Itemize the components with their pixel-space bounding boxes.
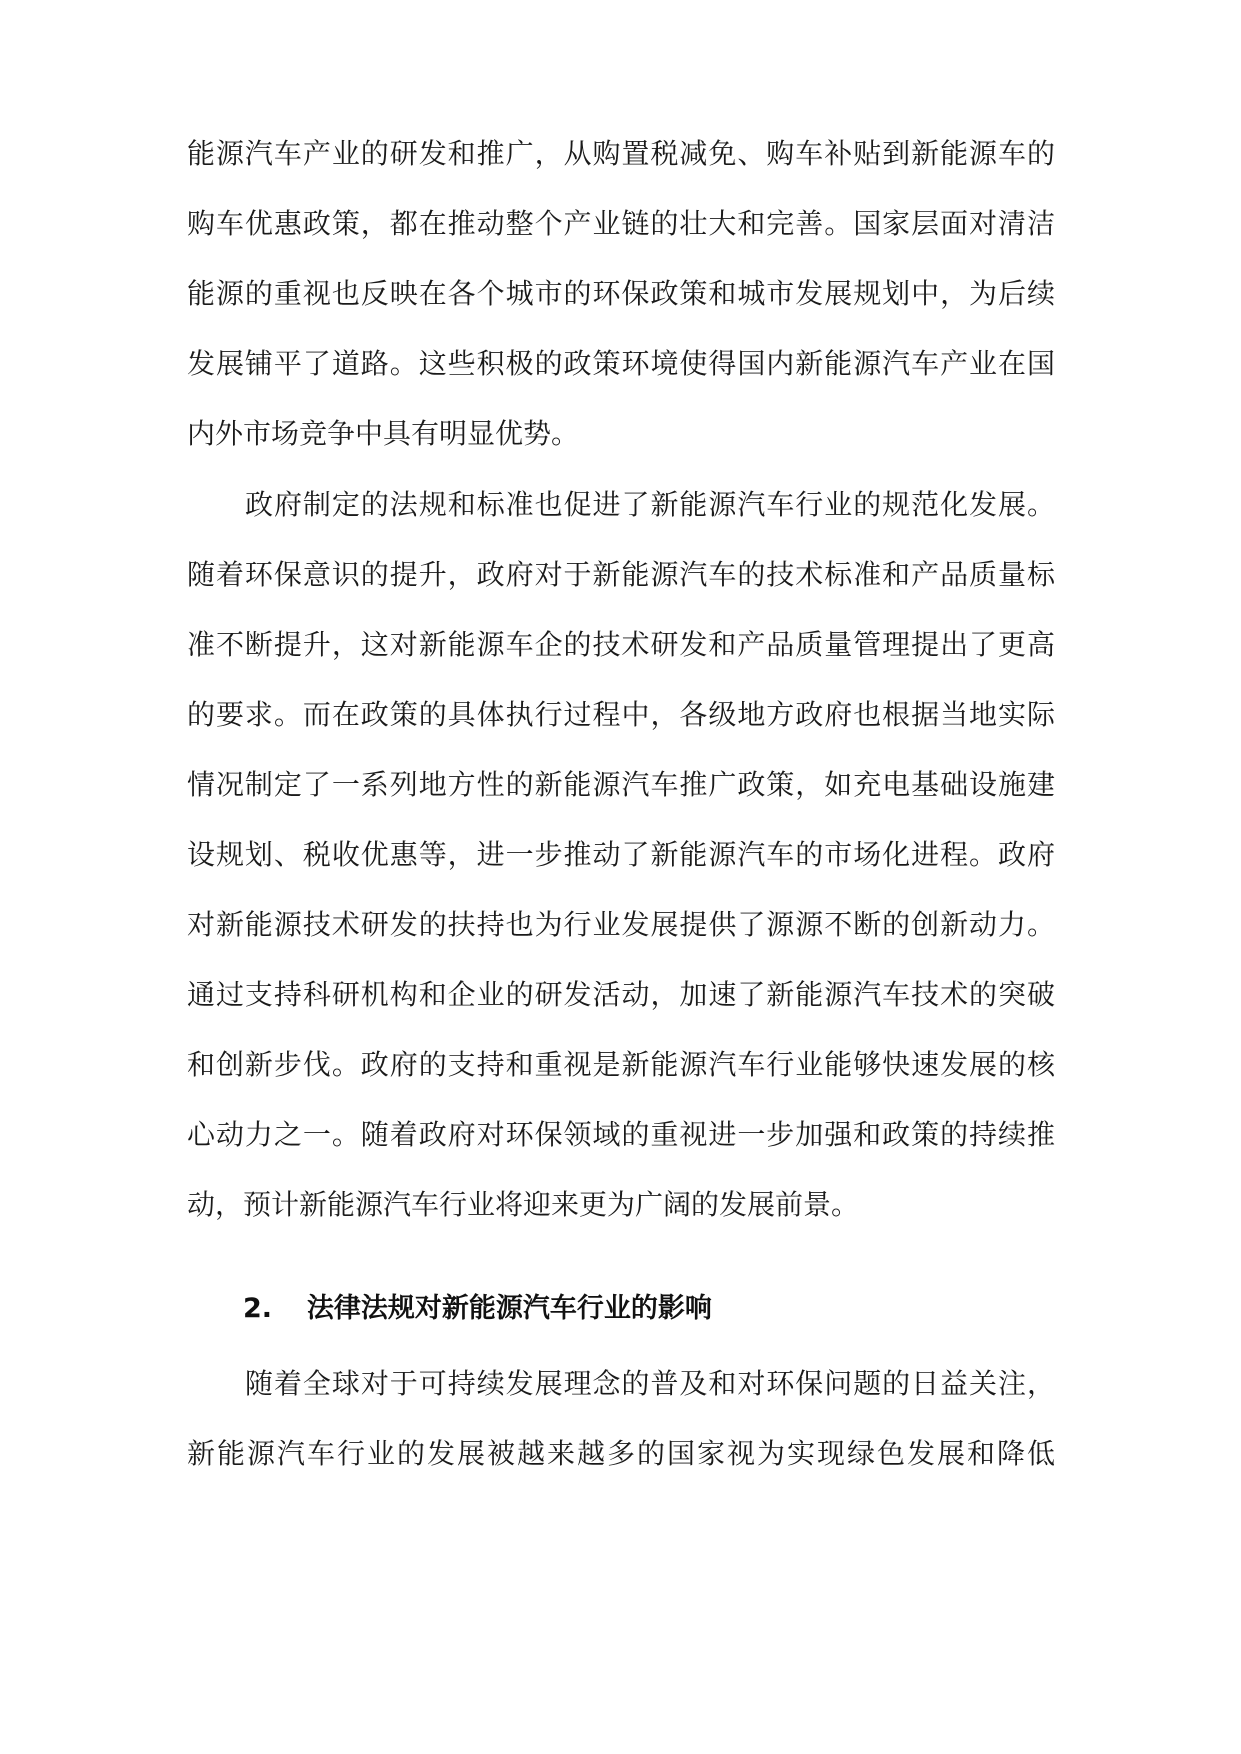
paragraph-line: 随着环保意识的提升，政府对于新能源汽车的技术标准和产品质量标	[187, 558, 1055, 591]
paragraph-line: 能源的重视也反映在各个城市的环保政策和城市发展规划中，为后续	[187, 277, 1055, 310]
paragraph-line: 对新能源技术研发的扶持也为行业发展提供了源源不断的创新动力。	[187, 908, 1055, 941]
paragraph-line: 设规划、税收优惠等，进一步推动了新能源汽车的市场化进程。政府	[187, 838, 1055, 871]
paragraph-line: 动，预计新能源汽车行业将迎来更为广阔的发展前景。	[187, 1188, 860, 1221]
paragraph-line: 情况制定了一系列地方性的新能源汽车推广政策，如充电基础设施建	[187, 768, 1055, 801]
paragraph-line: 随着全球对于可持续发展理念的普及和对环保问题的日益关注，	[245, 1367, 1055, 1400]
paragraph-line: 和创新步伐。政府的支持和重视是新能源汽车行业能够快速发展的核	[187, 1048, 1055, 1081]
section-heading	[243, 1289, 1043, 1329]
paragraph-line: 准不断提升，这对新能源车企的技术研发和产品质量管理提出了更高	[187, 628, 1055, 661]
section-number: 2.	[243, 1293, 273, 1324]
section-title: 法律法规对新能源汽车行业的影响	[306, 1293, 712, 1324]
paragraph-line: 通过支持科研机构和企业的研发活动，加速了新能源汽车技术的突破	[187, 978, 1055, 1011]
paragraph-line: 的要求。而在政策的具体执行过程中，各级地方政府也根据当地实际	[187, 698, 1055, 731]
paragraph-line: 购车优惠政策，都在推动整个产业链的壮大和完善。国家层面对清洁	[187, 207, 1055, 240]
paragraph-line: 新能源汽车行业的发展被越来越多的国家视为实现绿色发展和降低	[187, 1437, 1055, 1470]
paragraph-line: 心动力之一。随着政府对环保领域的重视进一步加强和政策的持续推	[187, 1118, 1055, 1151]
paragraph-line: 内外市场竞争中具有明显优势。	[187, 417, 580, 450]
paragraph-line: 能源汽车产业的研发和推广，从购置税减免、购车补贴到新能源车的	[187, 137, 1055, 170]
paragraph-line: 发展铺平了道路。这些积极的政策环境使得国内新能源汽车产业在国	[187, 347, 1055, 380]
paragraph-line: 政府制定的法规和标准也促进了新能源汽车行业的规范化发展。	[245, 488, 1055, 521]
